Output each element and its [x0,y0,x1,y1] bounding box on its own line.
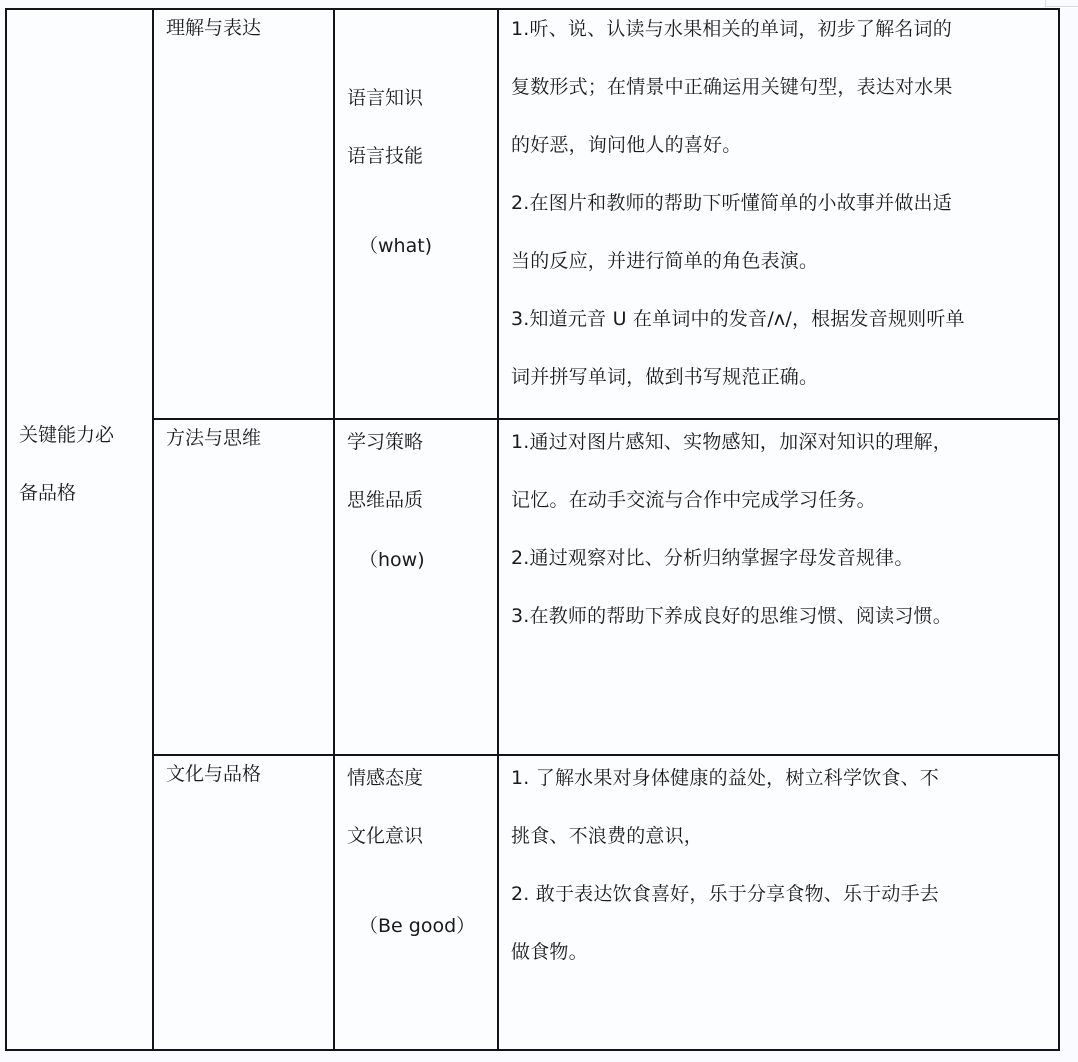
description-cell [498,419,1059,755]
description-line: 2.在图片和教师的帮助下听懂简单的小故事并做出适 [511,192,952,214]
description-line: 词并拼写单词，做到书写规范正确。 [511,366,819,388]
aspect-label: 情感态度 [347,767,424,789]
aspect-label: 语言知识 [347,87,424,109]
category-label-line2: 备品格 [19,482,77,504]
aspects-cell [334,419,498,755]
description-line: 2.通过观察对比、分析归纳掌握字母发音规律。 [511,547,914,569]
description-cell [498,9,1059,419]
description-line: 2. 敢于表达饮食喜好，乐于分享食物、乐于动手去 [511,883,939,905]
description-line: 1.通过对图片感知、实物感知，加深对知识的理解， [511,431,952,453]
table-row [6,755,1059,1050]
aspect-tag: （what) [359,235,433,257]
description-line: 3.知道元音 U 在单词中的发音/ʌ/，根据发音规则听单 [511,308,965,330]
dimension-cell [153,419,334,755]
aspect-tag: （how) [359,549,425,571]
aspect-label: 思维品质 [347,489,424,511]
dimension-label: 理解与表达 [166,17,262,39]
description-line: 的好恶，询问他人的喜好。 [511,134,742,156]
description-line: 1.听、说、认读与水果相关的单词，初步了解名词的 [511,18,952,40]
description-line: 挑食、不浪费的意识， [511,825,704,847]
aspect-label: 语言技能 [347,145,424,167]
competency-table [5,8,1060,1051]
dimension-label: 文化与品格 [166,763,262,785]
category-label-line1: 关键能力必 [19,424,115,446]
description-line: 复数形式；在情景中正确运用关键句型，表达对水果 [511,76,953,98]
description-line: 当的反应，并进行简单的角色表演。 [511,250,819,272]
aspects-cell [334,755,498,1050]
dimension-cell [153,9,334,419]
aspect-label: 文化意识 [347,825,424,847]
aspect-label: 学习策略 [347,431,424,453]
table-row [6,9,1059,419]
aspect-tag: （Be good） [359,915,476,937]
description-line: 1. 了解水果对身体健康的益处，树立科学饮食、不 [511,767,939,789]
dimension-label: 方法与思维 [166,427,262,449]
description-line: 记忆。在动手交流与合作中完成学习任务。 [511,489,876,511]
aspects-cell [334,9,498,419]
dimension-cell [153,755,334,1050]
description-line: 做食物。 [511,941,588,963]
description-cell [498,755,1059,1050]
description-line: 3.在教师的帮助下养成良好的思维习惯、阅读习惯。 [511,605,952,627]
category-cell [6,9,153,1050]
table-row [6,419,1059,755]
